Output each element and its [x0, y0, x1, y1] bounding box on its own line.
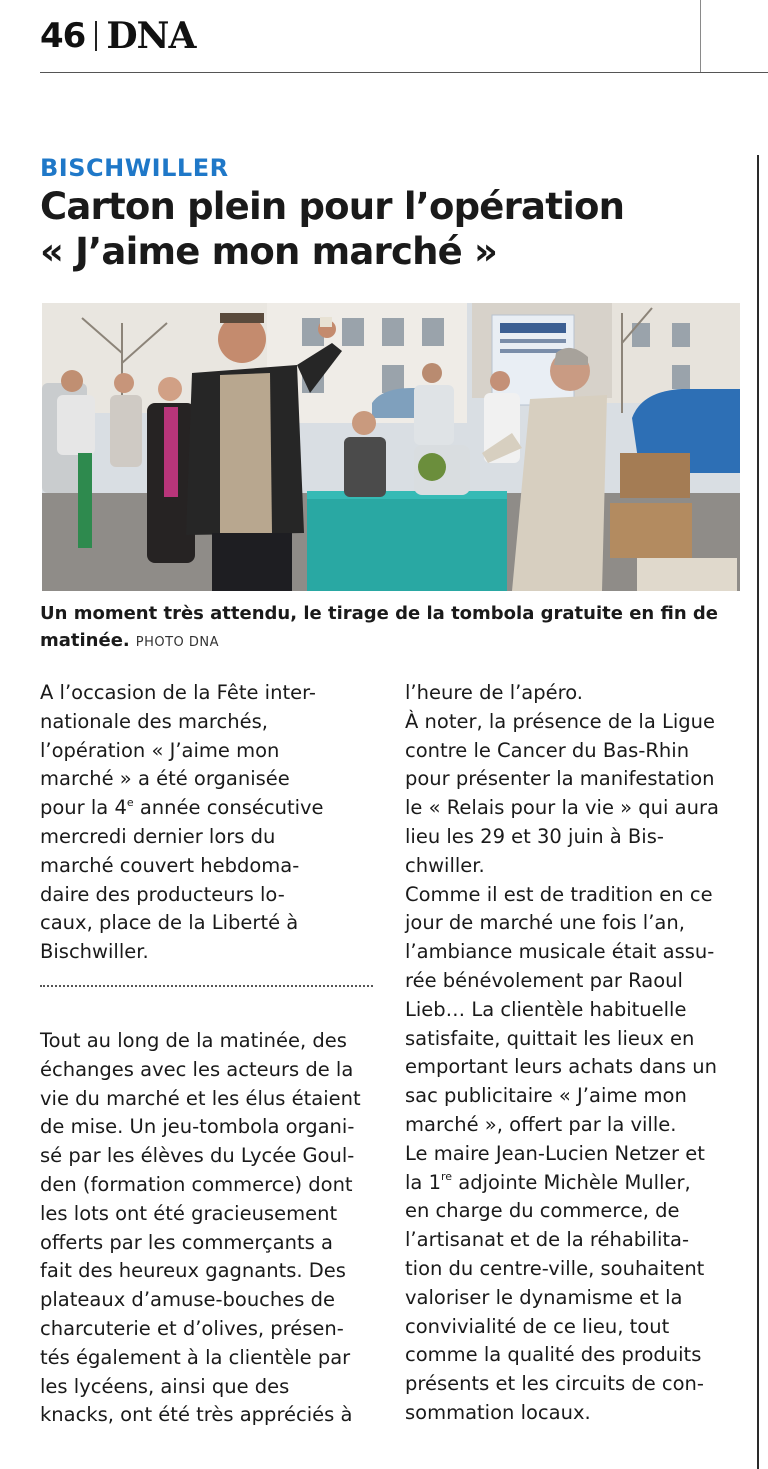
text-line: l’heure de l’apéro.: [405, 681, 584, 704]
text-line: échanges avec les acteurs de la: [40, 1057, 354, 1081]
text-fragment: année consécutive: [133, 796, 324, 820]
text-line: comme la qualité des produits: [405, 1343, 702, 1367]
text-fragment: pour la 4: [40, 796, 127, 820]
text-line: convivialité de ce lieu, tout: [405, 1314, 670, 1338]
text-line: pour présenter la manifestation: [405, 767, 715, 791]
text-line: valoriser le dynamisme et la: [405, 1285, 683, 1309]
header-rule: [40, 72, 768, 73]
text-line: A l’occasion de la Fête inter-: [40, 681, 316, 704]
text-line: sé par les élèves du Lycée Goul-: [40, 1144, 355, 1168]
article-kicker: BISCHWILLER: [40, 154, 229, 182]
text-line: Tout au long de la matinée, des: [40, 1029, 347, 1052]
text-line: les lots ont été gracieusement: [40, 1201, 338, 1225]
text-line: Le maire Jean-Lucien Netzer et: [405, 1141, 705, 1165]
header-column-rule: [700, 0, 701, 72]
column-rule: [757, 155, 759, 1469]
text-line: les lycéens, ainsi que des: [40, 1374, 290, 1398]
text-line: [40, 794, 380, 823]
photo-credit: PHOTO DNA: [135, 635, 220, 650]
text-line: marché », offert par la ville.: [405, 1112, 677, 1136]
headline-line: Carton plein pour l’opération: [40, 185, 625, 228]
text-line: le « Relais pour la vie » qui aura: [405, 796, 719, 820]
text-line: présents et les circuits de con-: [405, 1372, 704, 1396]
text-line: rée bénévolement par Raoul: [405, 968, 683, 992]
header-separator: [95, 21, 97, 51]
market-scene-illustration: [42, 303, 740, 591]
text-line: daire des producteurs lo-: [40, 882, 285, 906]
text-line: mercredi dernier lors du: [40, 824, 276, 848]
superscript: re: [440, 1170, 453, 1184]
text-line: jour de marché une fois l’an,: [405, 911, 685, 935]
text-line: À noter, la présence de la Ligue: [405, 709, 716, 733]
text-line: Bischwiller.: [40, 940, 149, 964]
photo-caption: [40, 600, 752, 656]
page-number: 46: [40, 16, 86, 56]
text-line: caux, place de la Liberté à: [40, 911, 299, 935]
text-line: contre le Cancer du Bas-Rhin: [405, 738, 690, 762]
text-line: charcuterie et d’olives, présen-: [40, 1316, 344, 1340]
text-line: plateaux d’amuse-bouches de: [40, 1288, 335, 1312]
text-fragment: la 1: [405, 1170, 441, 1194]
text-line: fait des heureux gagnants. Des: [40, 1259, 346, 1283]
text-line: chwiller.: [405, 853, 485, 877]
text-line: marché couvert hebdoma-: [40, 853, 300, 877]
text-line: l’opération « J’aime mon: [40, 738, 280, 762]
text-line: marché » a été organisée: [40, 767, 290, 791]
article-photo: [42, 303, 740, 591]
text-line: sac publicitaire « J’aime mon: [405, 1084, 687, 1108]
text-line: en charge du commerce, de: [405, 1199, 680, 1223]
dotted-separator: [40, 985, 373, 987]
page-header: [40, 14, 195, 58]
text-line: lieu les 29 et 30 juin à Bis-: [405, 824, 664, 848]
text-line: tion du centre-ville, souhaitent: [405, 1256, 705, 1280]
text-line: sommation locaux.: [405, 1400, 591, 1424]
text-line: Comme il est de tradition en ce: [405, 882, 713, 906]
text-line: knacks, ont été très appréciés à: [40, 1403, 353, 1427]
text-line: l’ambiance musicale était assu-: [405, 940, 715, 964]
text-line: de mise. Un jeu-tombola organi-: [40, 1115, 355, 1139]
text-line: l’artisanat et de la réhabilita-: [405, 1228, 690, 1252]
text-line: emportant leurs achats dans un: [405, 1055, 718, 1079]
text-line: Lieb… La clientèle habituelle: [405, 997, 687, 1021]
text-line: satisfaite, quittait les lieux en: [405, 1026, 695, 1050]
text-line: tés également à la clientèle par: [40, 1345, 351, 1369]
article-headline: [40, 184, 740, 274]
text-line: vie du marché et les élus étaient: [40, 1086, 361, 1110]
body-right-column: [405, 679, 750, 1428]
text-line: offerts par les commerçants a: [40, 1230, 333, 1254]
text-fragment: adjointe Michèle Muller,: [452, 1170, 691, 1194]
newspaper-logo: DNA: [106, 15, 196, 57]
superscript: e: [126, 795, 134, 809]
caption-text: Un moment très attendu, le tirage de la tombola gratuite en fin de matinée.: [40, 603, 719, 651]
body-left-paragraph-2: [40, 1027, 380, 1430]
text-line: [405, 1169, 750, 1198]
text-line: nationale des marchés,: [40, 709, 268, 733]
text-line: den (formation commerce) dont: [40, 1172, 353, 1196]
headline-line: « J’aime mon marché »: [40, 230, 498, 273]
body-left-paragraph-1: [40, 679, 380, 967]
